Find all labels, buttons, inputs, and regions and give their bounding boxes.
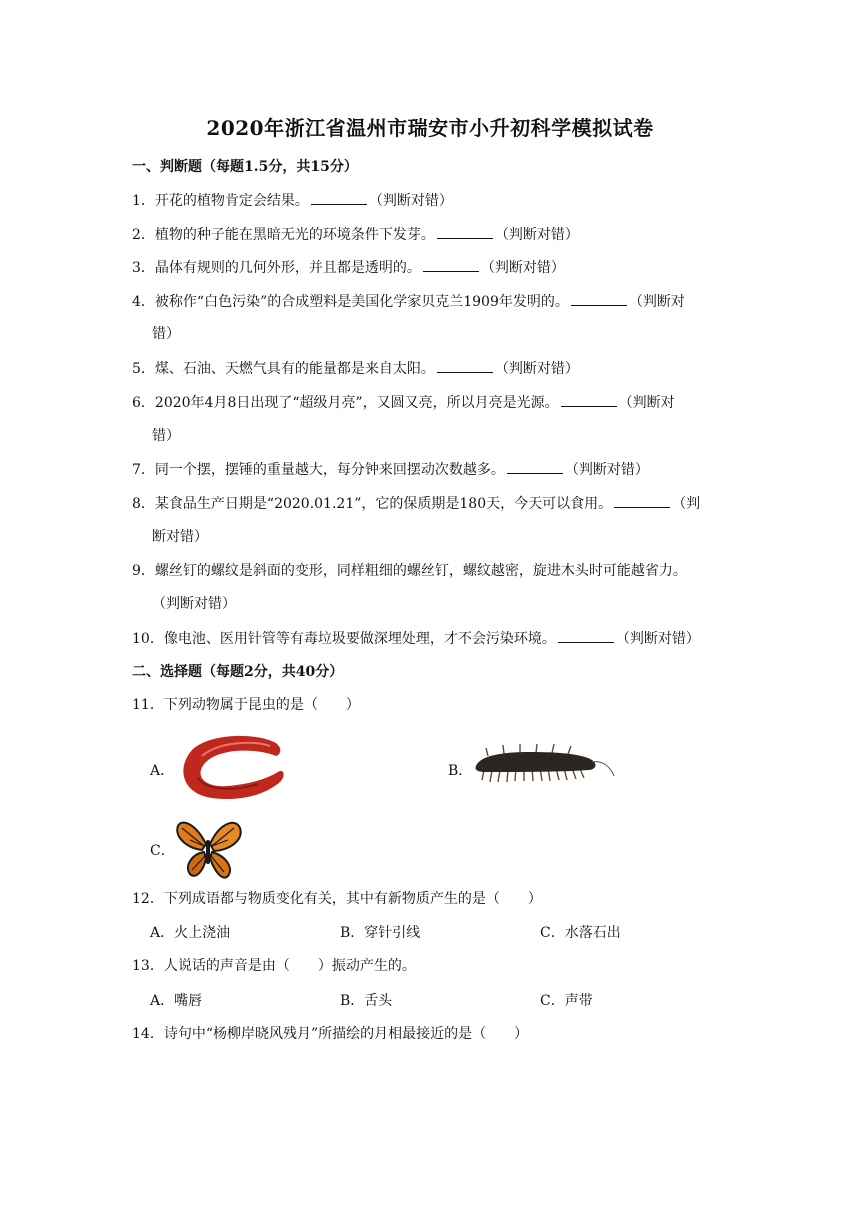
section-heading-judgement: 一、判断题（每题1.5分，共15分） <box>132 159 358 175</box>
option-a[interactable]: A．嘴唇 <box>150 993 203 1009</box>
option-a[interactable]: A．火上浇油 <box>150 925 231 941</box>
option-c[interactable]: C．水落石出 <box>540 925 621 941</box>
question-13: 13．人说话的声音是由（ ）振动产生的。 <box>132 958 416 974</box>
question-1 <box>132 190 732 211</box>
millipede-body-icon <box>475 752 595 772</box>
answer-blank[interactable] <box>311 190 367 205</box>
question-tail: （判断对错） <box>494 227 579 243</box>
question-text: 4．被称作“白色污染”的合成塑料是美国化学家贝克兰1909年发明的。 <box>132 294 569 310</box>
question-5 <box>132 358 732 379</box>
question-12-options <box>150 922 621 942</box>
option-c[interactable]: C．声带 <box>540 993 593 1009</box>
question-7 <box>132 459 732 480</box>
question-text: 6．2020年4月8日出现了“超级月亮”，又圆又亮，所以月亮是光源。 <box>132 395 559 411</box>
answer-blank[interactable] <box>558 628 614 643</box>
question-14: 14．诗句中“杨柳岸晓风残月”所描绘的月相最接近的是（ ） <box>132 1026 529 1042</box>
millipede-image[interactable] <box>470 740 618 790</box>
page-title: 2020年浙江省温州市瑞安市小升初科学模拟试卷 <box>206 116 654 140</box>
section-heading-choice: 二、选择题（每题2分，共40分） <box>132 664 344 680</box>
question-text: 5．煤、石油、天燃气具有的能量都是来自太阳。 <box>132 361 435 377</box>
question-tail: （判断对错） <box>494 361 579 377</box>
question-13-options <box>150 990 593 1010</box>
option-a-label[interactable]: A． <box>150 763 175 779</box>
question-text: 10．像电池、医用针管等有毒垃圾要做深埋处理，才不会污染环境。 <box>132 631 556 647</box>
question-tail: （判 <box>672 496 701 512</box>
answer-blank[interactable] <box>507 459 563 474</box>
question-11: 11．下列动物属于昆虫的是（ ） <box>132 697 360 713</box>
question-6 <box>132 392 732 413</box>
question-4-continued: 错） <box>152 326 180 342</box>
question-tail: （判断对错） <box>480 260 565 276</box>
question-tail: （判断对错） <box>564 462 649 478</box>
question-4 <box>132 291 732 312</box>
millipede-antenna-icon <box>592 762 614 776</box>
butterfly-right-hindwing-icon <box>210 852 230 878</box>
question-9 <box>132 561 732 581</box>
question-10 <box>132 628 732 649</box>
answer-blank[interactable] <box>423 257 479 272</box>
question-2 <box>132 224 732 245</box>
question-text: 9．螺丝钉的螺纹是斜面的变形，同样粗细的螺丝钉，螺纹越密，旋进木头时可能越省力。 <box>132 563 687 579</box>
question-12: 12．下列成语都与物质变化有关，其中有新物质产生的是（ ） <box>132 891 542 907</box>
butterfly-right-forewing-icon <box>210 823 241 851</box>
option-b[interactable]: B．舌头 <box>340 993 393 1009</box>
butterfly-body-icon <box>206 840 210 864</box>
question-6-continued: 错） <box>152 428 180 444</box>
question-text: 1．开花的植物肯定会结果。 <box>132 193 309 209</box>
answer-blank[interactable] <box>571 291 627 306</box>
question-text: 3．晶体有规则的几何外形，并且都是透明的。 <box>132 260 421 276</box>
answer-blank[interactable] <box>561 392 617 407</box>
question-8 <box>132 493 732 514</box>
option-c-label[interactable]: C． <box>150 843 175 859</box>
option-b-label[interactable]: B． <box>448 763 473 779</box>
answer-blank[interactable] <box>437 224 493 239</box>
question-tail: （判断对错） <box>615 631 700 647</box>
earthworm-image[interactable] <box>172 728 288 808</box>
question-text: 2．植物的种子能在黑暗无光的环境条件下发芽。 <box>132 227 435 243</box>
butterfly-image[interactable] <box>172 814 244 882</box>
option-b[interactable]: B．穿针引线 <box>340 925 421 941</box>
question-tail: （判断对 <box>618 395 675 411</box>
question-text: 8．某食品生产日期是“2020.01.21”，它的保质期是180天，今天可以食用。 <box>132 496 613 512</box>
question-3 <box>132 257 732 278</box>
question-8-continued: 断对错） <box>152 529 208 545</box>
question-tail: （判断对 <box>628 294 685 310</box>
question-tail: （判断对错） <box>368 193 453 209</box>
question-text: 7．同一个摆，摆锤的重量越大，每分钟来回摆动次数越多。 <box>132 462 505 478</box>
question-9-continued: （判断对错） <box>152 596 236 612</box>
answer-blank[interactable] <box>614 493 670 508</box>
answer-blank[interactable] <box>437 358 493 373</box>
